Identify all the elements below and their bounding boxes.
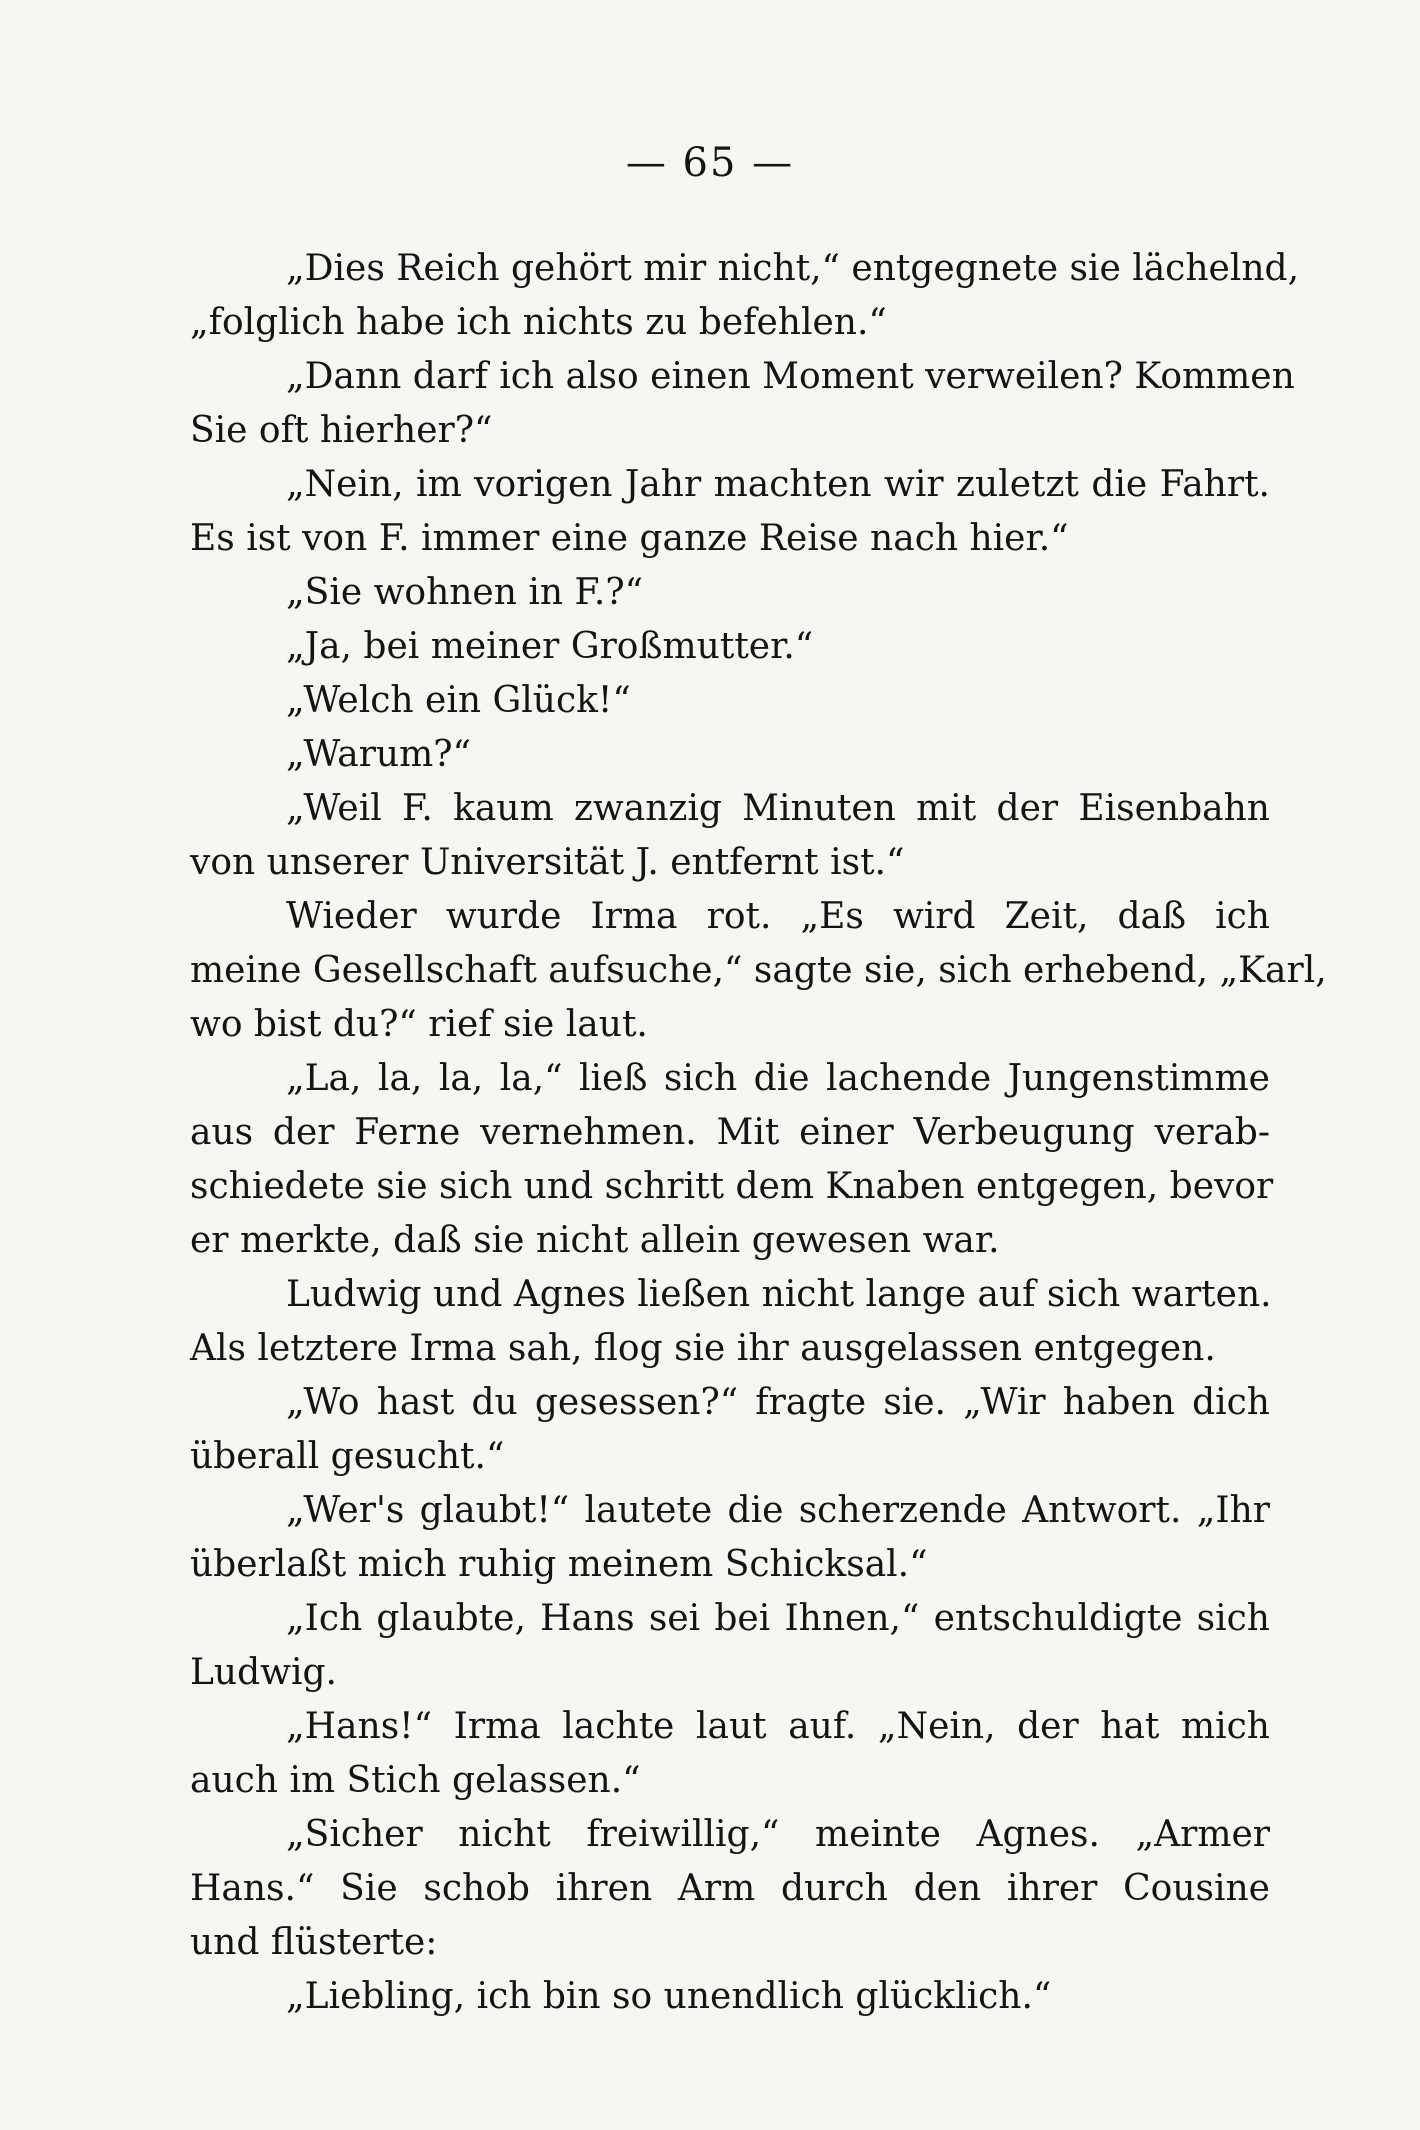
text-line: er merkte, daß sie nicht allein gewesen war. [190, 1220, 1000, 1261]
text-line: „Welch ein Glück!“ [286, 680, 631, 721]
text-line: „Sicher nicht freiwillig,“ meinte Agnes. „Armer [286, 1814, 1270, 1855]
text-line: „Weil F. kaum zwanzig Minuten mit der Eisenbahn [286, 788, 1270, 829]
text-line: schiedete sie sich und schritt dem Knaben entgegen, bevor [190, 1166, 1274, 1207]
text-line: „La, la, la, la,“ ließ sich die lachende Jungenstimme [286, 1058, 1270, 1099]
text-line: Sie oft hierher?“ [190, 410, 493, 451]
text-line: Wieder wurde Irma rot. „Es wird Zeit, daß ich [286, 896, 1270, 937]
text-line: aus der Ferne vernehmen. Mit einer Verbeugung verab- [190, 1112, 1270, 1153]
text-line: Ludwig. [190, 1652, 337, 1693]
text-line: „Hans!“ Irma lachte laut auf. „Nein, der hat mich [286, 1706, 1270, 1747]
text-line: meine Gesellschaft aufsuche,“ sagte sie, sich erhebend, „Karl, [190, 950, 1327, 991]
text-line: „Ich glaubte, Hans sei bei Ihnen,“ entschuldigte sich [286, 1598, 1270, 1639]
text-line: „Wer's glaubt!“ lautete die scherzende Antwort. „Ihr [286, 1490, 1270, 1531]
text-line: Ludwig und Agnes ließen nicht lange auf sich warten. [286, 1274, 1272, 1315]
text-line: von unserer Universität J. entfernt ist.“ [190, 842, 905, 883]
page-text [190, 242, 1327, 2024]
text-line: Hans.“ Sie schob ihren Arm durch den ihrer Cousine [190, 1868, 1270, 1909]
text-line: „Wo hast du gesessen?“ fragte sie. „Wir haben dich [286, 1382, 1270, 1423]
text-line: Als letztere Irma sah, flog sie ihr ausgelassen entgegen. [190, 1328, 1216, 1369]
text-line: „Dies Reich gehört mir nicht,“ entgegnete sie lächelnd, [286, 248, 1300, 289]
text-line: „Liebling, ich bin so unendlich glücklich.“ [286, 1976, 1052, 2017]
text-line: überlaßt mich ruhig meinem Schicksal.“ [190, 1544, 928, 1585]
text-line: „Ja, bei meiner Großmutter.“ [286, 626, 814, 667]
text-line: Es ist von F. immer eine ganze Reise nach hier.“ [190, 518, 1069, 559]
text-line: überall gesucht.“ [190, 1436, 505, 1477]
text-line: „Nein, im vorigen Jahr machten wir zuletzt die Fahrt. [286, 464, 1270, 505]
text-line: „folglich habe ich nichts zu befehlen.“ [190, 302, 887, 343]
text-line: und flüsterte: [190, 1922, 438, 1963]
text-line: „Sie wohnen in F.?“ [286, 572, 644, 613]
text-line: „Warum?“ [286, 734, 471, 775]
text-line: wo bist du?“ rief sie laut. [190, 1004, 648, 1045]
page-number: — 65 — [625, 140, 795, 186]
text-line: „Dann darf ich also einen Moment verweilen? Kommen [286, 356, 1295, 397]
text-line: auch im Stich gelassen.“ [190, 1760, 641, 1801]
